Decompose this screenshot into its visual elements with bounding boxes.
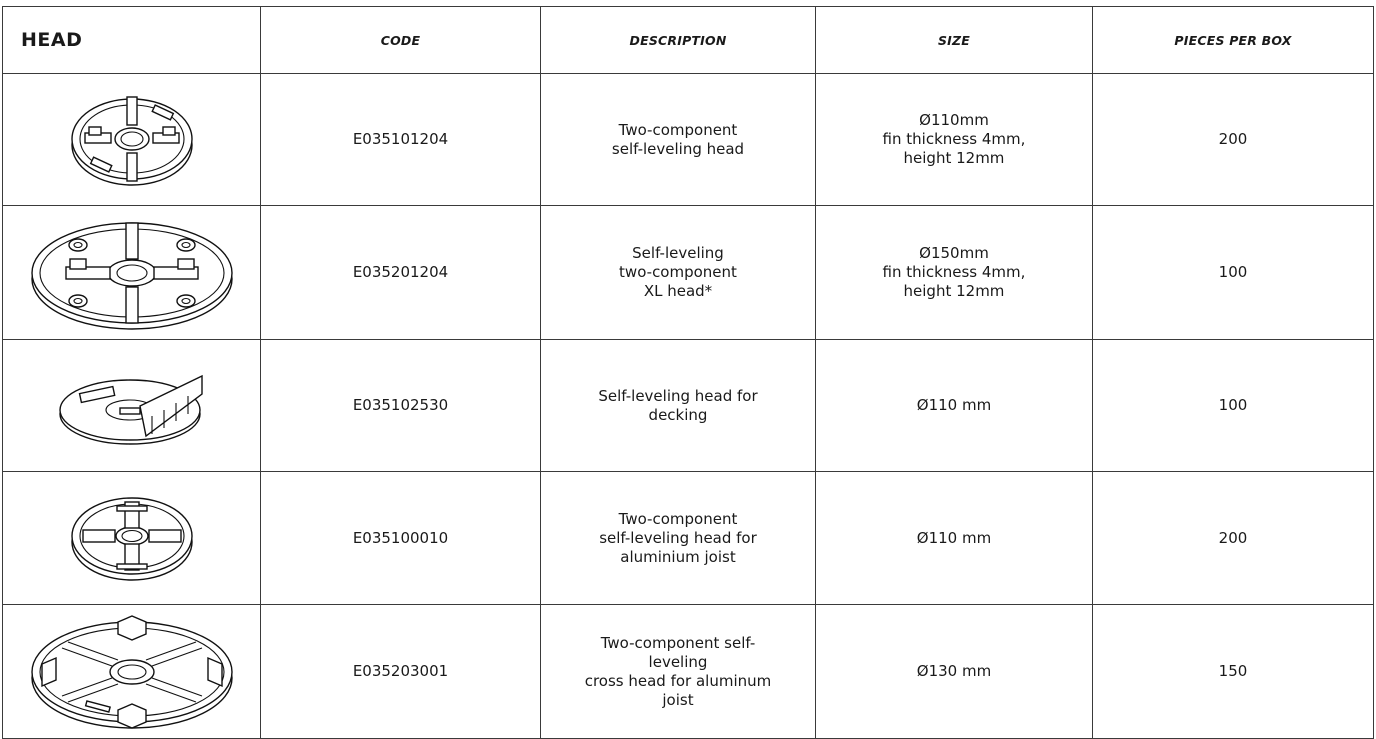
size-cell — [816, 340, 1093, 472]
code-cell: E035102530 — [261, 340, 541, 472]
product-image-cell — [3, 340, 261, 472]
two-component-head-icon — [67, 85, 197, 195]
pieces-cell: 100 — [1093, 206, 1374, 340]
description-cell — [541, 340, 816, 472]
description-cell — [541, 605, 816, 739]
description-text: Two-component self- leveling cross head for aluminum joist — [584, 633, 772, 709]
size-cell — [816, 74, 1093, 206]
aluminium-joist-head-icon — [67, 486, 197, 590]
table-row — [3, 472, 1374, 605]
xl-head-icon — [22, 211, 242, 335]
product-table — [2, 6, 1374, 739]
pieces-cell: 100 — [1093, 340, 1374, 472]
table-row — [3, 206, 1374, 340]
pieces-cell: 150 — [1093, 605, 1374, 739]
product-image-cell — [3, 472, 261, 605]
header-row — [3, 7, 1374, 74]
description-text: Two-component self-leveling head for aluminium joist — [599, 509, 757, 566]
code-cell: E035203001 — [261, 605, 541, 739]
size-text: Ø150mm fin thickness 4mm, height 12mm — [882, 244, 1026, 300]
header-head: HEAD — [3, 7, 261, 74]
size-cell — [816, 472, 1093, 605]
size-cell — [816, 206, 1093, 340]
code-cell: E035201204 — [261, 206, 541, 340]
description-cell — [541, 472, 816, 605]
product-image-cell — [3, 605, 261, 739]
description-text: Self-leveling head for decking — [598, 386, 758, 424]
header-pieces-per-box: PIECES PER BOX — [1093, 7, 1374, 74]
size-text: Ø110 mm — [916, 396, 992, 414]
pieces-cell: 200 — [1093, 472, 1374, 605]
product-image-cell — [3, 74, 261, 206]
description-cell — [541, 206, 816, 340]
header-code: CODE — [261, 7, 541, 74]
cross-head-icon — [22, 608, 242, 736]
table-row — [3, 74, 1374, 206]
decking-head-icon — [52, 356, 212, 456]
code-cell: E035101204 — [261, 74, 541, 206]
description-text: Self-leveling two-component XL head* — [619, 244, 737, 300]
size-text: Ø130 mm — [916, 662, 992, 680]
size-text: Ø110mm fin thickness 4mm, height 12mm — [882, 111, 1026, 167]
table-row — [3, 340, 1374, 472]
pieces-cell: 200 — [1093, 74, 1374, 206]
size-text: Ø110 mm — [916, 528, 992, 547]
size-cell — [816, 605, 1093, 739]
product-image-cell — [3, 206, 261, 340]
description-cell — [541, 74, 816, 206]
header-description: DESCRIPTION — [541, 7, 816, 74]
description-text: Two-component self-leveling head — [611, 120, 745, 158]
header-size: SIZE — [816, 7, 1093, 74]
table-row — [3, 605, 1374, 739]
code-cell: E035100010 — [261, 472, 541, 605]
